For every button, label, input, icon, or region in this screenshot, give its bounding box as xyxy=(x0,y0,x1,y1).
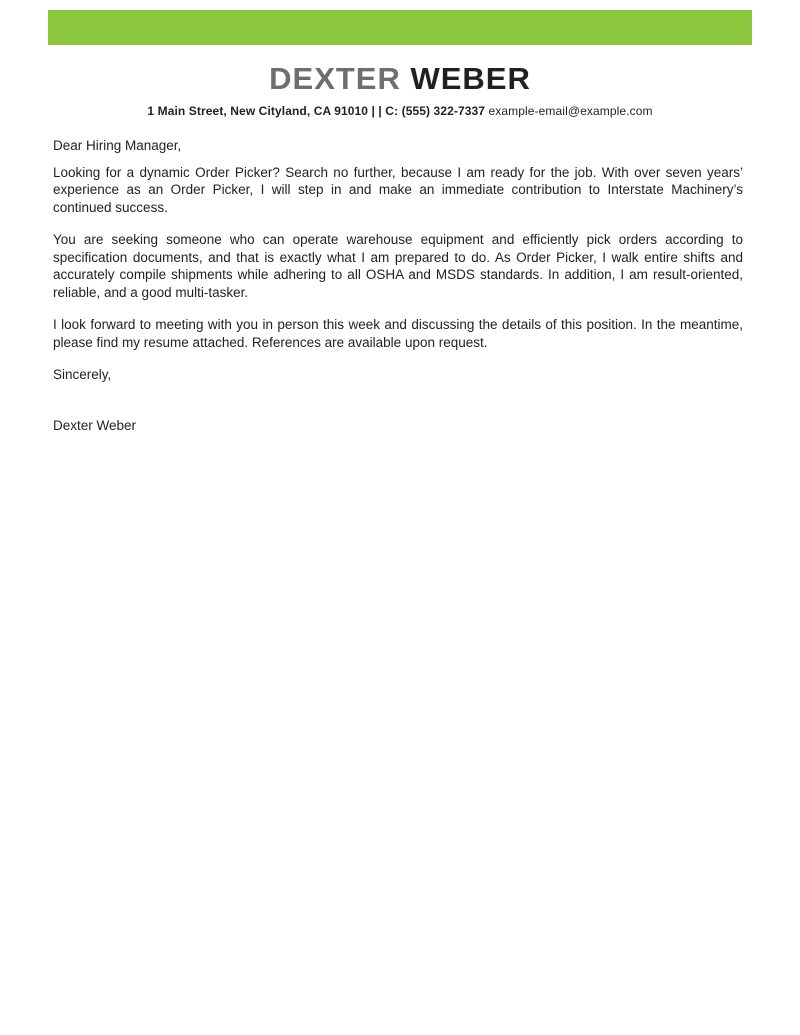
contact-email: example-email@example.com xyxy=(488,104,653,119)
body-paragraph-3: I look forward to meeting with you in person this week and discussing the details of this position. In the meantime, please find my resume attached. References are available upon request. xyxy=(53,317,743,350)
candidate-name xyxy=(0,62,800,96)
accent-bar xyxy=(48,10,752,45)
candidate-first-name: DEXTER xyxy=(269,61,411,96)
contact-line xyxy=(0,104,800,118)
signature: Dexter Weber xyxy=(53,417,137,433)
letter-body xyxy=(0,137,800,434)
closing: Sincerely, xyxy=(53,367,112,383)
body-paragraph-2: You are seeking someone who can operate warehouse equipment and efficiently pick orders according to specification documents, and that is exactly what I am prepared to do. As Order Picker, I walk entire shifts and accurately compile shipments while adhering to all OSHA and MSDS standards. In addition, I am result-oriented, reliable, and a good multi-tasker. xyxy=(53,232,743,300)
body-paragraph-1: Looking for a dynamic Order Picker? Search no further, because I am ready for the job. With over seven years’ experience as an Order Picker, I will step in and make an immediate contribution to Interstate Machinery’s continued success. xyxy=(53,164,743,215)
contact-address-phone: 1 Main Street, New Cityland, CA 91010 | | C: (555) 322-7337 xyxy=(147,104,489,119)
candidate-last-name: WEBER xyxy=(410,61,531,96)
salutation: Dear Hiring Manager, xyxy=(53,138,182,154)
